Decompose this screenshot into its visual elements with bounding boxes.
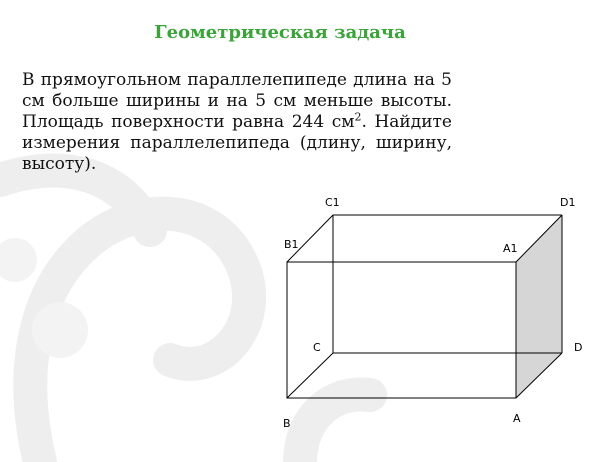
problem-text-after: . Найдите измерения параллелепипеда (длину, ширину, высоту). — [22, 112, 452, 174]
vertex-label-d1: D1 — [560, 196, 576, 209]
vertex-label-c1: C1 — [325, 196, 340, 209]
edge-b-c — [287, 353, 333, 398]
vertex-label-a1: A1 — [503, 242, 518, 255]
shaded-right-face — [516, 215, 562, 398]
area-unit-superscript: 2 — [354, 110, 362, 124]
page-title: Геометрическая задача — [154, 22, 406, 43]
vertex-label-c: C — [313, 341, 321, 354]
front-face — [287, 262, 516, 398]
vertex-label-d: D — [574, 341, 583, 354]
vertex-label-b: B — [283, 417, 291, 430]
vertex-label-b1: B1 — [284, 238, 299, 251]
problem-text-before: В прямоугольном параллелепипеде длина на 5 см больше ширины и на 5 см меньше высоты. Площадь поверхности равна 244 см — [22, 70, 452, 132]
vertex-label-a: A — [513, 412, 521, 425]
problem-statement — [22, 70, 452, 175]
